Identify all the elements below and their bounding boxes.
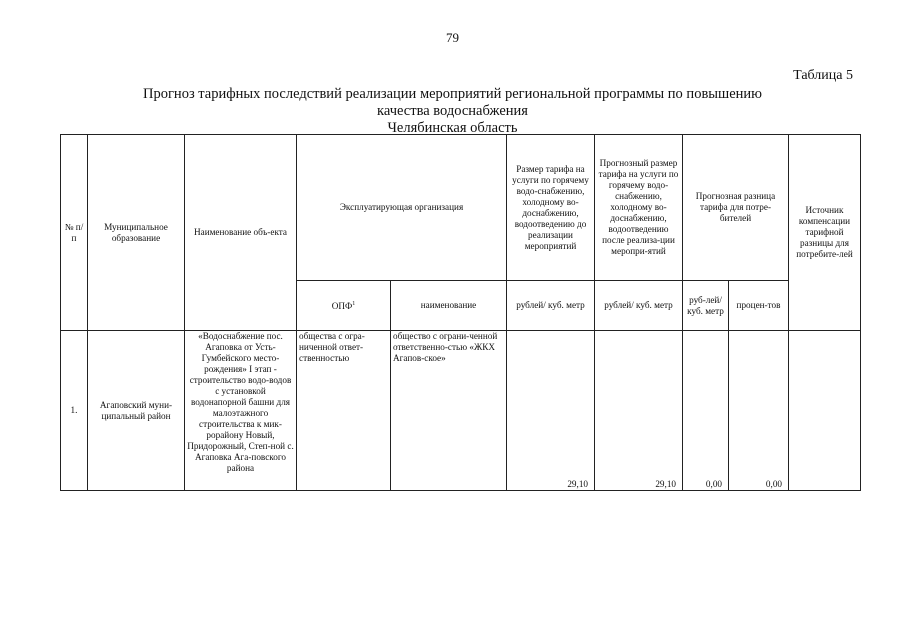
row-object-name: «Водоснабжение пос. Агаповка от Усть-Гумбейского место-рождения» I этап - строительство водо-водов с установкой водонапорной башни для малоэтажного строительства к мик-рорайону Новый, Придорожный, Степ-ной с. Агаповка Ага-повского района — [185, 331, 297, 491]
row-municipality: Агаповский муни-ципальный район — [88, 331, 185, 491]
header-difference: Прогнозная разница тарифа для потре-бителей — [683, 135, 789, 281]
row-diff-rub: 0,00 — [683, 331, 729, 491]
row-tariff-before: 29,10 — [507, 331, 595, 491]
title-line-2: качества водоснабжения — [377, 103, 528, 119]
title-line-3: Челябинская область — [387, 120, 518, 136]
header-unit-before: рублей/ куб. метр — [507, 281, 595, 331]
header-source: Источник компенсации тарифной разницы для потребите-лей — [789, 135, 861, 331]
table-row — [61, 331, 861, 491]
row-source — [789, 331, 861, 491]
header-opf-footnote: 1 — [352, 300, 356, 307]
header-opf-label: ОПФ — [331, 301, 353, 312]
forecast-table — [60, 134, 861, 491]
header-tariff-before: Размер тарифа на услуги по горячему водо-снабжению, холодному во-доснабжению, водоотведению до реализации мероприятий — [507, 135, 595, 281]
row-org-name: общество с ограни-ченной ответственно-стью «ЖКХ Агапов-ское» — [391, 331, 507, 491]
header-municipality: Муниципальное образование — [88, 135, 185, 331]
table-label: Таблица 5 — [793, 68, 853, 83]
header-num: № п/п — [61, 135, 88, 331]
header-unit-forecast: рублей/ куб. метр — [595, 281, 683, 331]
row-opf: общества с огра-ниченной ответ-ственностью — [297, 331, 391, 491]
header-org-name: наименование — [391, 281, 507, 331]
row-tariff-forecast: 29,10 — [595, 331, 683, 491]
page-number: 79 — [446, 30, 459, 45]
header-unit-diff-rub: руб-лей/ куб. метр — [683, 281, 729, 331]
row-diff-pct: 0,00 — [729, 331, 789, 491]
row-num: 1. — [61, 331, 88, 491]
header-tariff-forecast: Прогнозный размер тарифа на услуги по горячему водо-снабжению, холодному во-доснабжению, водоотведению после реализа-ции меропри-ятий — [595, 135, 683, 281]
header-unit-diff-pct: процен-тов — [729, 281, 789, 331]
title-line-1: Прогноз тарифных последствий реализации мероприятий региональной программы по повышению — [143, 86, 762, 102]
header-object-name: Наименование объ-екта — [185, 135, 297, 331]
header-opf — [297, 281, 391, 331]
header-operator: Эксплуатирующая организация — [297, 135, 507, 281]
